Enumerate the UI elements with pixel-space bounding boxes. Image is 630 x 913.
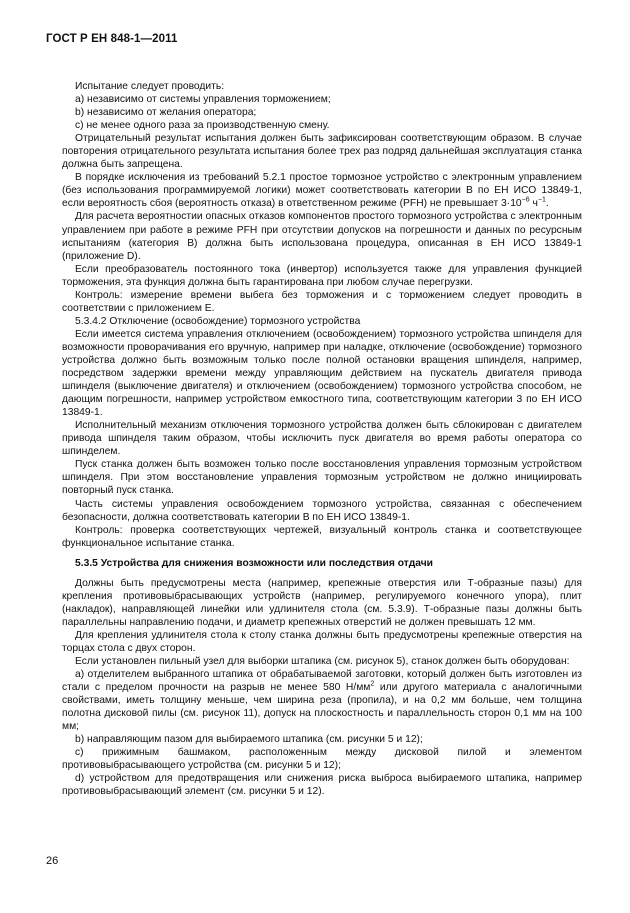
page-number: 26 [46, 855, 59, 867]
document-header: ГОСТ Р ЕН 848-1—2011 [46, 33, 178, 45]
list-item: a) независимо от системы управления торможением; [75, 94, 331, 106]
paragraph-text: . [545, 198, 549, 210]
subsection-heading: 5.3.4.2 Отключение (освобождение) тормозного устройства [75, 315, 361, 327]
list-item: c) не менее одного раза за производственную смену. [75, 120, 330, 132]
list-item: d) устройством для предотвращения или снижения риска выброса выбираемого штапика, например противовыбрасывающий элемент (см. рисунки 5 и 12). [62, 773, 582, 798]
superscript: 2 [370, 680, 375, 688]
paragraph: Пуск станка должен быть возможен только после восстановления управления тормозным устройством шпинделя. При этом восстановление управления тормозным устройством не должно инициировать повторный пуск станка. [62, 459, 582, 497]
paragraph: Должны быть предусмотрены места (например, крепежные отверстия или Т-образные пазы) для крепления противовыбрасывающих устройств (например, регулируемого конечного упора), плит (накладок), направляющей линейки или удлинителя стола (см. 5.3.9). Т-образные пазы должны быть параллельны направлению подачи, и диаметр крепежных отверстий не должен превышать 12 мм. [62, 577, 582, 628]
paragraph: Если имеется система управления отключением (освобождением) тормозного устройства шпинделя для возможности проворачивания его вручную, например при наладке, отключение (освобождение) тормозного устройства должно быть возможным только после полной остановки вращения шпинделя, например, посредством задержки времени между управляющим действием на пускатель двигателя привода шпинделя (выключение двигателя) и отключением (освобождением) тормозного устройства способом, не дающим погрешности, например устройством емкостного типа, соответствующим категории 3 по ЕН ИСО 13849-1. [62, 328, 582, 419]
paragraph: Контроль: проверка соответствующих чертежей, визуальный контроль станка и соответствующее функциональное испытание станка. [62, 524, 582, 549]
superscript: −6 [521, 197, 530, 204]
paragraph: Контроль: измерение времени выбега без торможения и с торможением следует проводить в соответствии с приложением Е. [62, 289, 582, 314]
document-body [62, 80, 582, 799]
superscript: −1 [537, 197, 546, 204]
section-heading: 5.3.5 Устройства для снижения возможности или последствия отдачи [75, 557, 434, 569]
paragraph [62, 171, 582, 210]
paragraph: Часть системы управления освобождением тормозного устройства, связанная с обеспечением безопасности, должна соответствовать категории B по ЕН ИСО 13849-1. [62, 498, 582, 523]
paragraph-text: ч [529, 198, 538, 210]
paragraph: Для крепления удлинителя стола к столу станка должны быть предусмотрены крепежные отверстия на торцах стола с двух сторон. [62, 629, 582, 654]
paragraph: Для расчета вероятностии опасных отказов компонентов простого тормозного устройства с электронным управлением при работе в режиме PFH при отсутствии допусков на погрешности и данных по ресурсным испытаниям (категория B) должна быть использована процедура, описанная в ЕН ИСО 13849-1 (приложение D). [62, 211, 582, 262]
list-item [62, 668, 582, 733]
list-item-text: a) отделителем выбранного штапика от обрабатываемой заготовки, который должен быть изготовлен из стали с пределом прочности на разрыв не менее 580 Н/мм [62, 669, 582, 694]
list-item-text: или другого материала с аналогичными свойствами, иметь толщину меньше, чем ширина реза (пропила), и на 0,2 мм больше, чем толщина полотна дисковой пилы (см. рисунок 11), допуск на плоскостность и параллельность сторон 0,1 мм на 100 мм; [62, 682, 582, 733]
paragraph: Отрицательный результат испытания должен быть зафиксирован соответствующим образом. В случае повторения отрицательного результата испытания более трех раз подряд дальнейшая эксплуатация станка должна быть запрещена. [62, 133, 582, 171]
list-item: b) независимо от желания оператора; [75, 107, 257, 119]
paragraph: Испытание следует проводить: [75, 81, 225, 92]
paragraph: Исполнительный механизм отключения тормозного устройства должен быть сблокирован с двигателем привода шпинделя таким образом, чтобы исключить пуск двигателя во время работы оператора со шпинделем. [62, 420, 582, 458]
list-item: b) направляющим пазом для выбираемого штапика (см. рисунки 5 и 12); [75, 734, 423, 746]
paragraph: Если установлен пильный узел для выборки штапика (см. рисунок 5), станок должен быть оборудован: [75, 656, 570, 668]
paragraph-text: В порядке исключения из требований 5.2.1 простое тормозное устройство с электронным управлением (без использования программируемой логики) может соответствовать категории B по ЕН ИСО 13849-1, если вероятность сбоя (вероятность отказа) в ответственном режиме (PFH) не превышает 3·10 [62, 172, 582, 210]
paragraph: Если преобразователь постоянного тока (инвертор) используется также для управления функцией торможения, эта функция должна быть гарантирована при любом случае перегрузки. [62, 263, 582, 288]
list-item: c) прижимным башмаком, расположенным между дисковой пилой и элементом противовыбрасывающего устройства (см. рисунки 5 и 12); [62, 747, 582, 772]
